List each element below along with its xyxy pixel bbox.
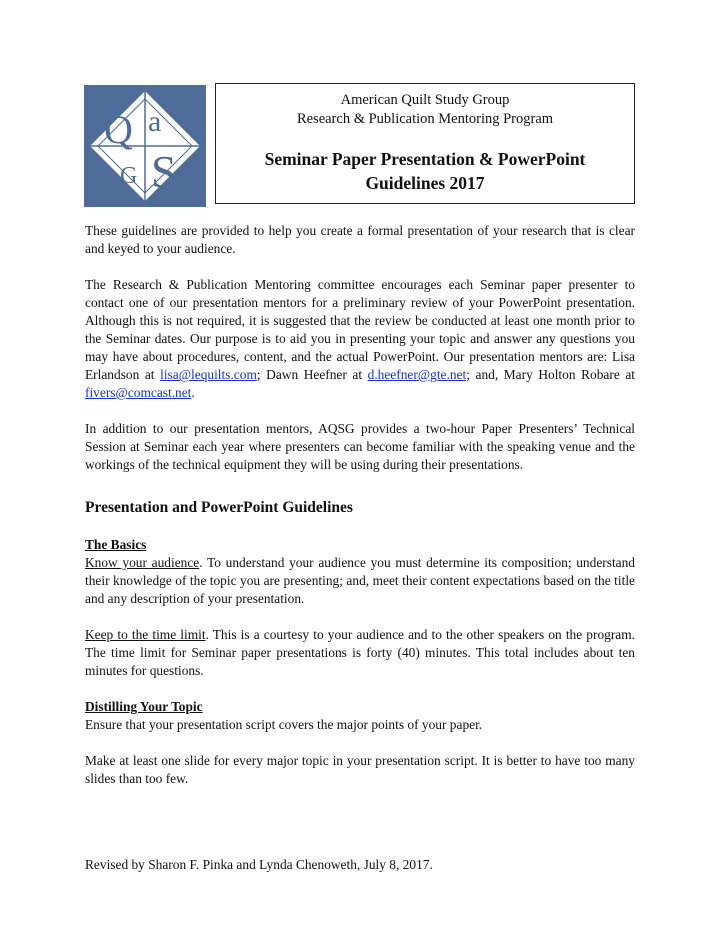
header-box: [215, 83, 635, 204]
program-name: Research & Publication Mentoring Program: [296, 111, 554, 127]
time-limit-label: Keep to the time limit: [85, 627, 206, 642]
intro-paragraph-1: These guidelines are provided to help you create a formal presentation of your research that is clear and keyed to your audience.: [85, 223, 635, 256]
revision-note: Revised by Sharon F. Pinka and Lynda Chenoweth, July 8, 2017.: [85, 857, 433, 872]
time-limit-text: . This is a courtesy to your audience and to the other speakers on the program. The time limit for Seminar paper presentations is forty (40) minutes. This total includes about ten minutes for questions.: [85, 627, 635, 678]
basics-item-time-limit: [85, 626, 635, 680]
mentor-end: .: [191, 385, 195, 400]
intro-paragraph-3: In addition to our presentation mentors, AQSG provides a two-hour Paper Presenters’ Technical Session at Seminar each year where presenters can become familiar with the speaking venue and the workings of the technical equipment they will be using during their presentations.: [85, 421, 635, 472]
guidelines-heading: Presentation and PowerPoint Guidelines: [85, 499, 353, 516]
intro-paragraph-2: [85, 276, 635, 402]
mentor3-email-link[interactable]: fivers@comcast.net: [85, 385, 192, 400]
org-name: American Quilt Study Group: [340, 92, 510, 108]
audience-label: Know your audience: [85, 555, 200, 570]
logo-letter-a: a: [148, 105, 162, 138]
mentor-separator-1: ; Dawn Heefner at: [256, 367, 368, 382]
document-body: [85, 222, 635, 806]
basics-item-audience: [85, 554, 635, 608]
distilling-paragraph-2: Make at least one slide for every major topic in your presentation script. It is better to have too many slides than too few.: [85, 753, 635, 786]
logo-letter-g: G: [120, 163, 138, 189]
distilling-heading: Distilling Your Topic: [85, 699, 203, 714]
basics-heading: The Basics: [85, 537, 147, 552]
distilling-paragraph-1: Ensure that your presentation script covers the major points of your paper.: [85, 717, 483, 732]
document-title: [216, 147, 634, 195]
mentor-intro-text: The Research & Publication Mentoring committee encourages each Seminar paper presenter to contact one of our presentation mentors for a preliminary review of your PowerPoint presentation. Although this is not required, it is suggested that the review be conducted at least one month prior to the Seminar dates. Our purpose is to aid you in presenting your topic and answer any questions you may have about procedures, content, and the actual PowerPoint. Our presentation mentors are: Lisa Erlandson at: [85, 277, 635, 382]
mentor-separator-2: ; and, Mary Holton Robare at: [466, 367, 635, 382]
logo-letter-q: Q: [104, 107, 133, 152]
aqsg-logo: [84, 85, 206, 207]
title-line-1: Seminar Paper Presentation & PowerPoint: [264, 149, 586, 169]
title-line-2: Guidelines 2017: [365, 173, 485, 193]
logo-letter-s: S: [151, 146, 177, 197]
mentor2-email-link[interactable]: d.heefner@gte.net: [367, 367, 467, 382]
mentor1-email-link[interactable]: lisa@lequilts.com: [160, 367, 257, 382]
audience-text: . To understand your audience you must determine its composition; understand their knowledge of the topic you are presenting; and, meet their content expectations based on the title and any description of your presentation.: [85, 555, 635, 606]
